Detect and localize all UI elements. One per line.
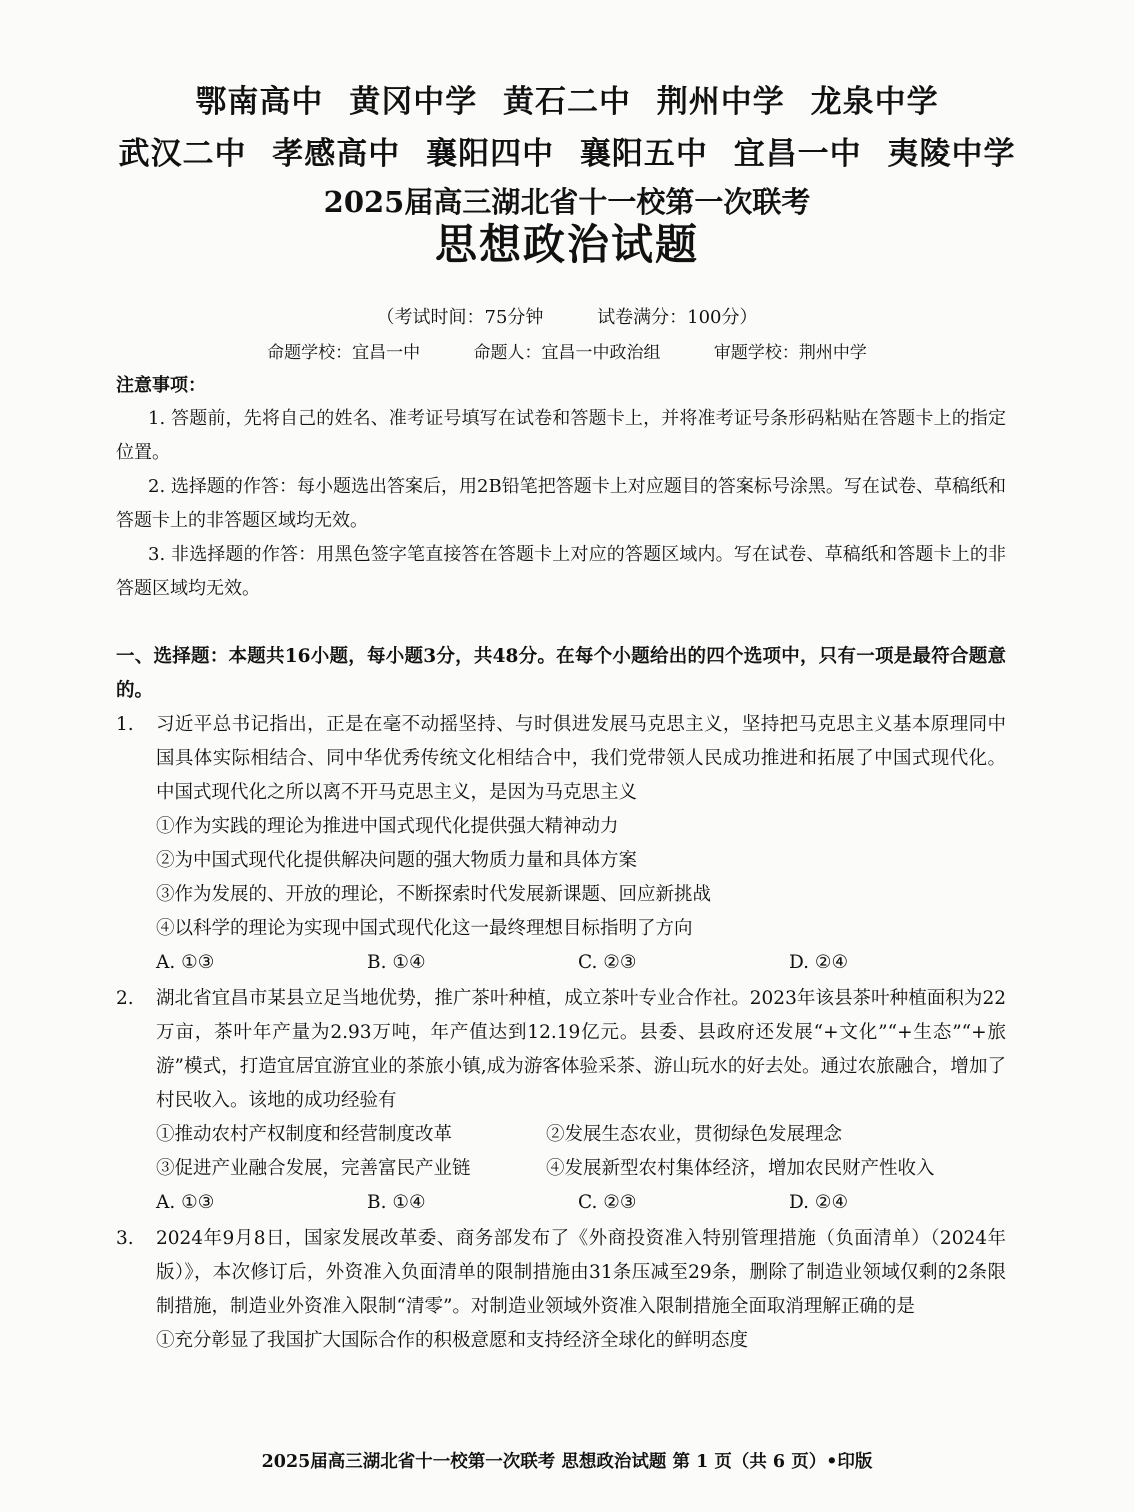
notice-item: 1. 答题前，先将自己的姓名、准考证号填写在试卷和答题卡上，并将准考证号条形码粘贴在答题卡上的指定位置。 bbox=[116, 408, 1006, 463]
choice-d: D. ②④ bbox=[789, 1192, 849, 1213]
choice-b: B. ①④ bbox=[367, 1192, 426, 1213]
question-number: 1. bbox=[116, 714, 134, 735]
exam-title: 2025届高三湖北省十一校第一次联考 bbox=[323, 185, 811, 219]
choice-d: D. ②④ bbox=[789, 952, 849, 973]
review-school: 审题学校：荆州中学 bbox=[713, 343, 867, 363]
choice-a: A. ①③ bbox=[156, 1192, 215, 1213]
school-name: 武汉二中 bbox=[118, 136, 247, 172]
exam-meta bbox=[0, 303, 1134, 329]
statement: ①充分彰显了我国扩大国际合作的积极意愿和支持经济全球化的鲜明态度 bbox=[156, 1330, 749, 1351]
statement-row bbox=[156, 1118, 1006, 1152]
full-score: 试卷满分：100分） bbox=[597, 307, 758, 328]
statement: ①作为实践的理论为推进中国式现代化提供强大精神动力 bbox=[156, 816, 619, 837]
school-name: 鄂南高中 bbox=[195, 84, 324, 120]
choice-a: A. ①③ bbox=[156, 952, 215, 973]
question-stem: 湖北省宜昌市某县立足当地优势，推广茶叶种植，成立茶叶专业合作社。2023年该县茶叶种植面积为22万亩，茶叶年产量为2.93万吨，年产值达到12.19亿元。县委、县政府还发展“+文化”“+生态”“+旅游”模式，打造宜居宜游宜业的茶旅小镇,成为游客体验采茶、游山玩水的好去处。通过农旅融合，增加了村民收入。该地的成功经验有 bbox=[156, 988, 1006, 1111]
choice-c: C. ②③ bbox=[578, 952, 637, 973]
statement-row bbox=[156, 1152, 1006, 1186]
school-name: 黄石二中 bbox=[503, 84, 631, 120]
school-list-line-1 bbox=[0, 76, 1134, 121]
subject-title: 思想政治试题 bbox=[434, 220, 699, 269]
school-name: 孝感高中 bbox=[272, 136, 401, 172]
school-name: 襄阳五中 bbox=[579, 136, 708, 172]
school-name: 夷陵中学 bbox=[887, 136, 1016, 172]
question-stem: 2024年9月8日，国家发展改革委、商务部发布了《外商投资准入特别管理措施（负面清单）（2024年版）》，本次修订后，外资准入负面清单的限制措施由31条压减至29条，删除了制造业领域仅剩的2条限制措施，制造业外资准入限制“清零”。对制造业领域外资准入限制措施全面取消理解正确的是 bbox=[156, 1228, 1006, 1317]
statement: ②为中国式现代化提供解决问题的强大物质力量和具体方案 bbox=[156, 850, 638, 871]
statement: ①推动农村产权制度和经营制度改革 bbox=[156, 1124, 453, 1145]
school-name: 黄冈中学 bbox=[349, 84, 478, 120]
question-number: 3. bbox=[116, 1228, 134, 1249]
statement: ②发展生态农业，贯彻绿色发展理念 bbox=[546, 1124, 843, 1145]
statement: ③作为发展的、开放的理论，不断探索时代发展新课题、回应新挑战 bbox=[156, 884, 712, 905]
question-3 bbox=[116, 1222, 1006, 1358]
page-footer: 2025届高三湖北省十一校第一次联考 思想政治试题 第 1 页（共 6 页）•印版 bbox=[261, 1452, 873, 1472]
school-name: 宜昌一中 bbox=[733, 136, 862, 172]
answer-choices bbox=[156, 946, 1006, 980]
notice-title: 注意事项： bbox=[116, 375, 206, 396]
statement: ④以科学的理论为实现中国式现代化这一最终理想目标指明了方向 bbox=[156, 918, 693, 939]
author-meta bbox=[0, 338, 1134, 363]
choice-c: C. ②③ bbox=[578, 1192, 637, 1213]
statement: ③促进产业融合发展，完善富民产业链 bbox=[156, 1158, 471, 1179]
setting-school: 命题学校：宜昌一中 bbox=[267, 343, 421, 363]
answer-choices bbox=[156, 1186, 1006, 1220]
setter: 命题人：宜昌一中政治组 bbox=[473, 343, 661, 363]
school-name: 龙泉中学 bbox=[810, 84, 939, 120]
statement: ④发展新型农村集体经济，增加农民财产性收入 bbox=[546, 1158, 935, 1179]
school-name: 荆州中学 bbox=[656, 84, 785, 120]
school-name: 襄阳四中 bbox=[426, 136, 555, 172]
question-2 bbox=[116, 982, 1006, 1220]
exam-time: （考试时间：75分钟 bbox=[376, 307, 544, 328]
question-number: 2. bbox=[116, 988, 134, 1009]
choice-b: B. ①④ bbox=[367, 952, 426, 973]
notice-item: 3. 非选择题的作答：用黑色签字笔直接答在答题卡上对应的答题区域内。写在试卷、草稿纸和答题卡上的非答题区域均无效。 bbox=[116, 544, 1006, 599]
question-stem: 习近平总书记指出，正是在毫不动摇坚持、与时俱进发展马克思主义，坚持把马克思主义基本原理同中国具体实际相结合、同中华优秀传统文化相结合中，我们党带领人民成功推进和拓展了中国式现代化。中国式现代化之所以离不开马克思主义，是因为马克思主义 bbox=[156, 714, 1006, 803]
notice-item: 2. 选择题的作答：每小题选出答案后，用2B铅笔把答题卡上对应题目的答案标号涂黑。写在试卷、草稿纸和答题卡上的非答题区域均无效。 bbox=[116, 476, 1006, 531]
question-1 bbox=[116, 708, 1006, 980]
section-heading: 一、选择题：本题共16小题，每小题3分，共48分。在每个小题给出的四个选项中，只有一项是最符合题意的。 bbox=[116, 646, 1006, 701]
school-list-line-2 bbox=[0, 128, 1134, 173]
